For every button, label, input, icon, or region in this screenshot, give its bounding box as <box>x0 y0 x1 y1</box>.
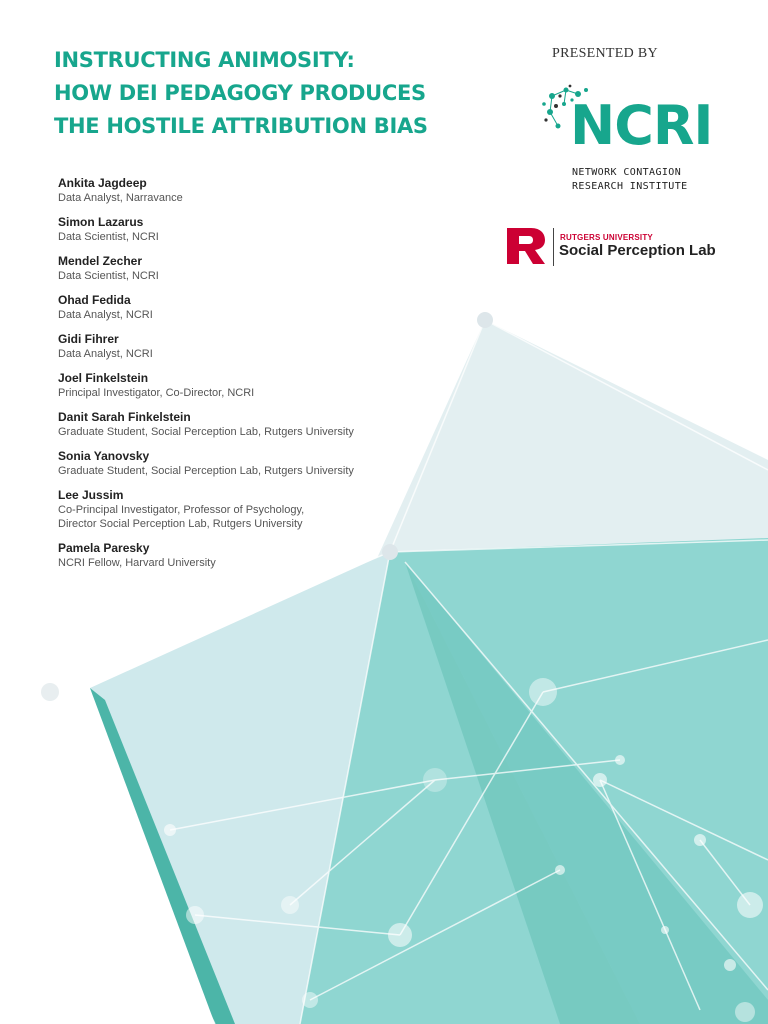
author-name: Mendel Zecher <box>58 254 143 268</box>
author-name: Ankita Jagdeep <box>58 176 147 190</box>
social-perception-lab-label: Social Perception Lab <box>559 242 716 259</box>
title-line-2: HOW DEI PEDAGOGY PRODUCES <box>54 81 426 105</box>
author-role: Graduate Student, Social Perception Lab, Rutgers University <box>58 465 354 477</box>
author-entry <box>58 541 418 570</box>
author-name: Joel Finkelstein <box>58 371 149 385</box>
rutgers-logo <box>503 222 725 272</box>
author-role: Graduate Student, Social Perception Lab, Rutgers University <box>58 426 354 438</box>
author-entry <box>58 254 418 283</box>
ncri-wordmark: NCRI <box>570 94 713 157</box>
author-name: Danit Sarah Finkelstein <box>58 410 191 424</box>
author-name: Ohad Fedida <box>58 293 131 307</box>
author-role: Data Analyst, NCRI <box>58 309 153 321</box>
ncri-logo <box>540 82 713 200</box>
title-line-1: INSTRUCTING ANIMOSITY: <box>54 48 355 72</box>
author-entry <box>58 488 418 531</box>
author-name: Gidi Fihrer <box>58 332 119 346</box>
author-role: Director Social Perception Lab, Rutgers University <box>58 518 303 530</box>
author-entry <box>58 449 418 478</box>
ncri-subtitle <box>572 166 688 194</box>
ncri-subtitle-line-2: RESEARCH INSTITUTE <box>572 181 688 192</box>
author-role: Data Analyst, NCRI <box>58 348 153 360</box>
rutgers-university-label: RUTGERS UNIVERSITY <box>560 233 653 242</box>
author-entry <box>58 176 418 205</box>
author-role: Data Scientist, NCRI <box>58 270 159 282</box>
title-line-3: THE HOSTILE ATTRIBUTION BIAS <box>54 114 428 138</box>
author-role: Data Analyst, Narravance <box>58 192 183 204</box>
author-entry <box>58 410 418 439</box>
author-name: Simon Lazarus <box>58 215 144 229</box>
author-entry <box>58 215 418 244</box>
author-role: Co-Principal Investigator, Professor of Psychology, <box>58 504 305 516</box>
author-name: Sonia Yanovsky <box>58 449 150 463</box>
author-list <box>58 176 418 580</box>
author-entry <box>58 332 418 361</box>
document-title <box>54 44 428 143</box>
presented-by-label: PRESENTED BY <box>552 46 658 61</box>
author-name: Pamela Paresky <box>58 541 150 555</box>
author-role: NCRI Fellow, Harvard University <box>58 557 216 569</box>
author-role: Principal Investigator, Co-Director, NCRI <box>58 387 255 399</box>
ncri-subtitle-line-1: NETWORK CONTAGION <box>572 167 682 178</box>
logo-divider <box>553 228 554 266</box>
rutgers-r-icon <box>505 226 547 266</box>
author-entry <box>58 371 418 400</box>
author-role: Data Scientist, NCRI <box>58 231 159 243</box>
author-entry <box>58 293 418 322</box>
author-name: Lee Jussim <box>58 488 124 502</box>
